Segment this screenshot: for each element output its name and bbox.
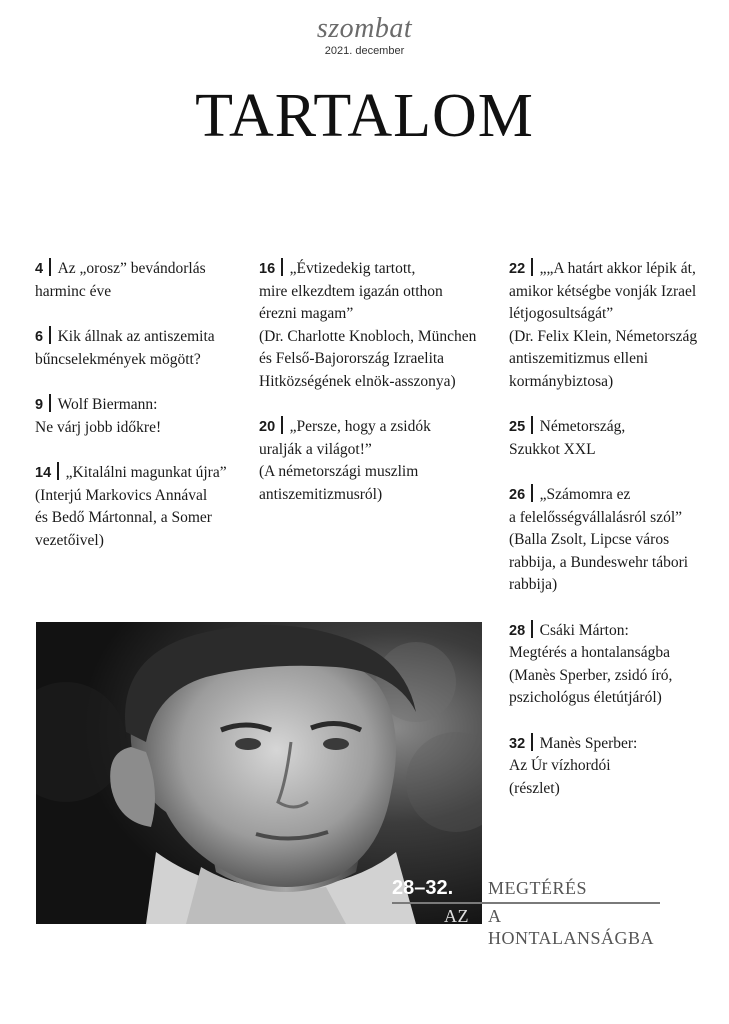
issue-date: 2021. december xyxy=(324,45,405,57)
toc-entry-text: Kik állnak az antiszemita xyxy=(57,328,215,345)
toc-entry-text: Az „orosz” bevándorlás xyxy=(57,260,206,277)
toc-entry-text: „Persze, hogy a zsidók xyxy=(289,418,431,435)
page-title: TARTALOM xyxy=(195,82,534,150)
toc-entry-text: Hitközségének elnök-asszonya) xyxy=(259,372,456,390)
toc-entry-line xyxy=(509,529,724,552)
toc-entry-text: Szukkot XXL xyxy=(509,440,596,458)
toc-entry-text: és Bedő Mártonnal, a Somer xyxy=(35,509,212,526)
toc-entry[interactable] xyxy=(509,416,724,461)
toc-entry-line xyxy=(259,281,474,304)
toc-entry-first-line xyxy=(509,484,724,507)
separator-bar xyxy=(49,394,51,412)
toc-entry-text: a felelősségvállalásról szól” xyxy=(509,508,683,526)
toc-entry-line xyxy=(509,439,724,462)
toc-entry-text: bűncselekmények mögött? xyxy=(35,350,201,368)
separator-bar xyxy=(57,462,59,480)
toc-entry-text: Csáki Márton: xyxy=(539,621,629,639)
toc-entry-text: Az Úr vízhordói xyxy=(509,757,611,774)
feature-title-az: AZ xyxy=(444,906,469,926)
toc-entry-line xyxy=(35,507,250,530)
toc-entry-line xyxy=(509,755,724,778)
toc-entry-line xyxy=(509,687,724,710)
page-number: 16 xyxy=(259,261,276,277)
page-number: 32 xyxy=(509,735,526,752)
toc-entry-first-line xyxy=(509,733,724,756)
toc-entry-line xyxy=(509,778,724,801)
toc-entry-line xyxy=(509,371,724,394)
toc-entry-line xyxy=(509,642,724,665)
toc-entry-text: mire elkezdtem igazán otthon xyxy=(259,282,443,300)
feature-title-line1: MEGTÉRÉS xyxy=(488,878,588,898)
toc-entry-text: „Kitalálni magunkat újra” xyxy=(65,464,227,481)
feature-pages: 28–32. xyxy=(392,877,454,899)
toc-entry-text: „„A határt akkor lépik át, xyxy=(539,260,696,277)
toc-entry-text: kormánybiztosa) xyxy=(509,372,614,390)
separator-bar xyxy=(281,416,283,434)
feature-title-line2: A HONTALANSÁGBA xyxy=(488,906,655,948)
separator-bar xyxy=(531,258,533,276)
toc-entry-text: (Dr. Felix Klein, Németország xyxy=(509,327,698,345)
toc-entry-line xyxy=(509,574,724,597)
toc-entry-line xyxy=(259,326,477,349)
toc-entry-text: Ne várj jobb időkre! xyxy=(35,418,162,436)
page-number: 4 xyxy=(35,261,44,277)
toc-entry-text: rabbija, a Bundeswehr tábori xyxy=(509,553,689,571)
toc-entry-line xyxy=(259,484,474,507)
toc-entry-line xyxy=(35,417,250,440)
toc-entry-line xyxy=(509,326,724,349)
toc-entry-line xyxy=(35,281,250,304)
toc-entry-text: (részlet) xyxy=(509,779,560,797)
toc-entry-first-line xyxy=(35,326,250,349)
toc-entry-first-line xyxy=(259,416,474,439)
toc-entry-first-line xyxy=(35,394,250,417)
masthead xyxy=(0,14,729,57)
toc-entry-text: antiszemitizmusról) xyxy=(259,485,383,503)
toc-column-1 xyxy=(35,258,250,575)
page-number: 28 xyxy=(509,622,526,639)
toc-entry-text: (Balla Zsolt, Lipcse város xyxy=(509,531,670,548)
toc-entry-line xyxy=(35,485,250,508)
feature-title xyxy=(392,876,662,948)
toc-entry-first-line xyxy=(35,258,250,281)
toc-entry-text: (Dr. Charlotte Knobloch, München xyxy=(259,327,477,345)
toc-entry-text: létjogosultságát” xyxy=(509,305,614,322)
toc-entry[interactable] xyxy=(509,733,724,801)
toc-entry[interactable] xyxy=(259,416,474,506)
toc-entry[interactable] xyxy=(509,484,724,597)
page-number: 26 xyxy=(509,487,526,503)
separator-bar xyxy=(281,258,283,276)
page-number: 9 xyxy=(35,397,44,413)
page-number: 20 xyxy=(259,419,276,435)
page-number: 25 xyxy=(509,419,526,435)
toc-entry-text: Wolf Biermann: xyxy=(57,396,158,413)
toc-entry[interactable] xyxy=(509,258,724,393)
toc-entry-line xyxy=(259,303,474,326)
toc-entry[interactable] xyxy=(35,462,250,552)
toc-entry-text: rabbija) xyxy=(509,576,558,593)
toc-entry-text: vezetőivel) xyxy=(35,531,104,549)
page-number: 22 xyxy=(509,261,526,277)
toc-entry[interactable] xyxy=(35,326,250,371)
toc-column-2 xyxy=(259,258,477,529)
toc-entry-text: Manès Sperber: xyxy=(539,734,638,752)
toc-entry-line xyxy=(509,348,724,371)
toc-entry-first-line xyxy=(509,416,724,439)
toc-entry-line xyxy=(509,665,724,688)
toc-entry-text: (Manès Sperber, zsidó író, xyxy=(509,666,673,684)
separator-bar xyxy=(531,484,533,502)
toc-entry-first-line xyxy=(509,258,724,281)
separator-bar xyxy=(531,620,533,638)
toc-entry-line xyxy=(509,281,724,304)
toc-entry-text: antiszemitizmus elleni xyxy=(509,350,649,367)
separator-bar xyxy=(531,733,533,751)
toc-entry-text: Megtérés a hontalanságba xyxy=(509,644,670,661)
toc-entry-first-line xyxy=(509,620,724,643)
toc-entry[interactable] xyxy=(509,620,724,710)
toc-entry-text: amikor kétségbe vonják Izrael xyxy=(509,282,697,300)
toc-entry-line xyxy=(259,348,474,371)
separator-bar xyxy=(49,258,51,276)
separator-bar xyxy=(49,326,51,344)
toc-entry[interactable] xyxy=(35,258,250,303)
toc-column-3 xyxy=(509,258,724,823)
toc-entry-line xyxy=(509,552,724,575)
toc-entry-line xyxy=(259,461,474,484)
page-number: 6 xyxy=(35,329,44,345)
toc-entry-text: pszichológus életútjáról) xyxy=(509,689,662,706)
toc-entry-line xyxy=(35,349,250,372)
magazine-name: szombat xyxy=(316,13,413,44)
toc-entry-text: Németország, xyxy=(539,418,626,435)
toc-entry-text: (Interjú Markovics Annával xyxy=(35,486,208,504)
toc-entry[interactable] xyxy=(35,394,250,439)
toc-entry-first-line xyxy=(35,462,250,485)
toc-entry-line xyxy=(259,371,474,394)
toc-entry-text: uralják a világot!” xyxy=(259,440,372,458)
toc-entry-text: „Évtizedekig tartott, xyxy=(289,260,416,277)
toc-entry-line xyxy=(509,507,724,530)
toc-entry-text: és Felső-Bajorország Izraelita xyxy=(259,350,445,367)
feature-rule xyxy=(392,902,660,904)
toc-entry[interactable] xyxy=(259,258,477,393)
toc-entry-first-line xyxy=(259,258,474,281)
toc-entry-text: érezni magam” xyxy=(259,305,354,322)
toc-entry-line xyxy=(509,303,724,326)
toc-entry-text: (A németországi muszlim xyxy=(259,463,419,480)
toc-entry-text: „Számomra ez xyxy=(539,486,631,503)
separator-bar xyxy=(531,416,533,434)
toc-entry-line xyxy=(35,530,250,553)
toc-entry-text: harminc éve xyxy=(35,282,112,300)
page-number: 14 xyxy=(35,465,52,481)
toc-entry-line xyxy=(259,439,474,462)
